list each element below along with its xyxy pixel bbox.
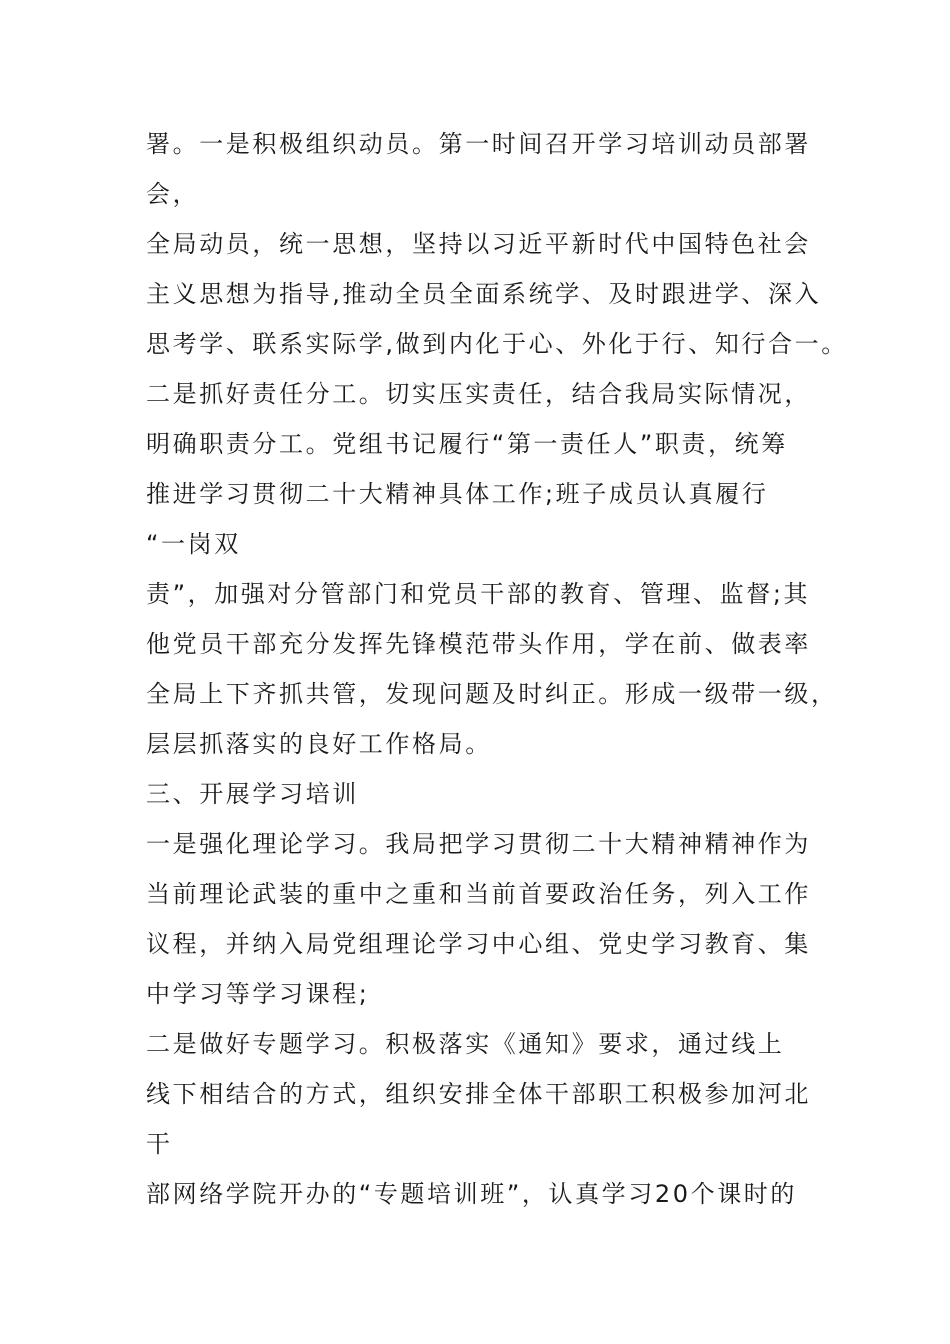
text-line: 中学习等学习课程; <box>146 980 370 1008</box>
text-line: 主义思想为指导,推动全员全面系统学、及时跟进学、深入 <box>146 280 822 308</box>
text-line: 他党员干部充分发挥先锋模范带头作用，学在前、做表率 <box>146 630 811 658</box>
text-line: 一是强化理论学习。我局把学习贯彻二十大精神精神作为 <box>146 830 811 858</box>
text-line: 会， <box>146 180 200 208</box>
document-body <box>146 132 926 1232</box>
text-line: 责”，加强对分管部门和党员干部的教育、管理、监督;其 <box>146 580 811 608</box>
text-line: “一岗双 <box>146 530 241 558</box>
text-line: 二是抓好责任分工。切实压实责任，结合我局实际情况， <box>146 380 811 408</box>
text-line: 干 <box>146 1130 173 1158</box>
text-line: 二是做好专题学习。积极落实《通知》要求，通过线上 <box>146 1030 785 1058</box>
section-heading: 三、开展学习培训 <box>146 780 359 808</box>
text-line: 议程，并纳入局党组理论学习中心组、党史学习教育、集 <box>146 930 811 958</box>
text-line: 思考学、联系实际学,做到内化于心、外化于行、知行合一。 <box>146 330 848 358</box>
text-line: 推进学习贯彻二十大精神具体工作;班子成员认真履行 <box>146 480 769 508</box>
text-line: 署。一是积极组织动员。第一时间召开学习培训动员部署 <box>146 130 811 158</box>
text-line: 明确职责分工。党组书记履行“第一责任人”职责，统筹 <box>146 430 788 458</box>
text-line: 线下相结合的方式，组织安排全体干部职工积极参加河北 <box>146 1080 811 1108</box>
text-line: 全局上下齐抓共管，发现问题及时纠正。形成一级带一级， <box>146 680 838 708</box>
text-line: 部网络学院开办的“专题培训班”，认真学习20个课时的 <box>146 1180 798 1208</box>
text-line: 全局动员，统一思想，坚持以习近平新时代中国特色社会 <box>146 230 811 258</box>
text-line: 当前理论武装的重中之重和当前首要政治任务，列入工作 <box>146 880 811 908</box>
text-line: 层层抓落实的良好工作格局。 <box>146 730 492 758</box>
